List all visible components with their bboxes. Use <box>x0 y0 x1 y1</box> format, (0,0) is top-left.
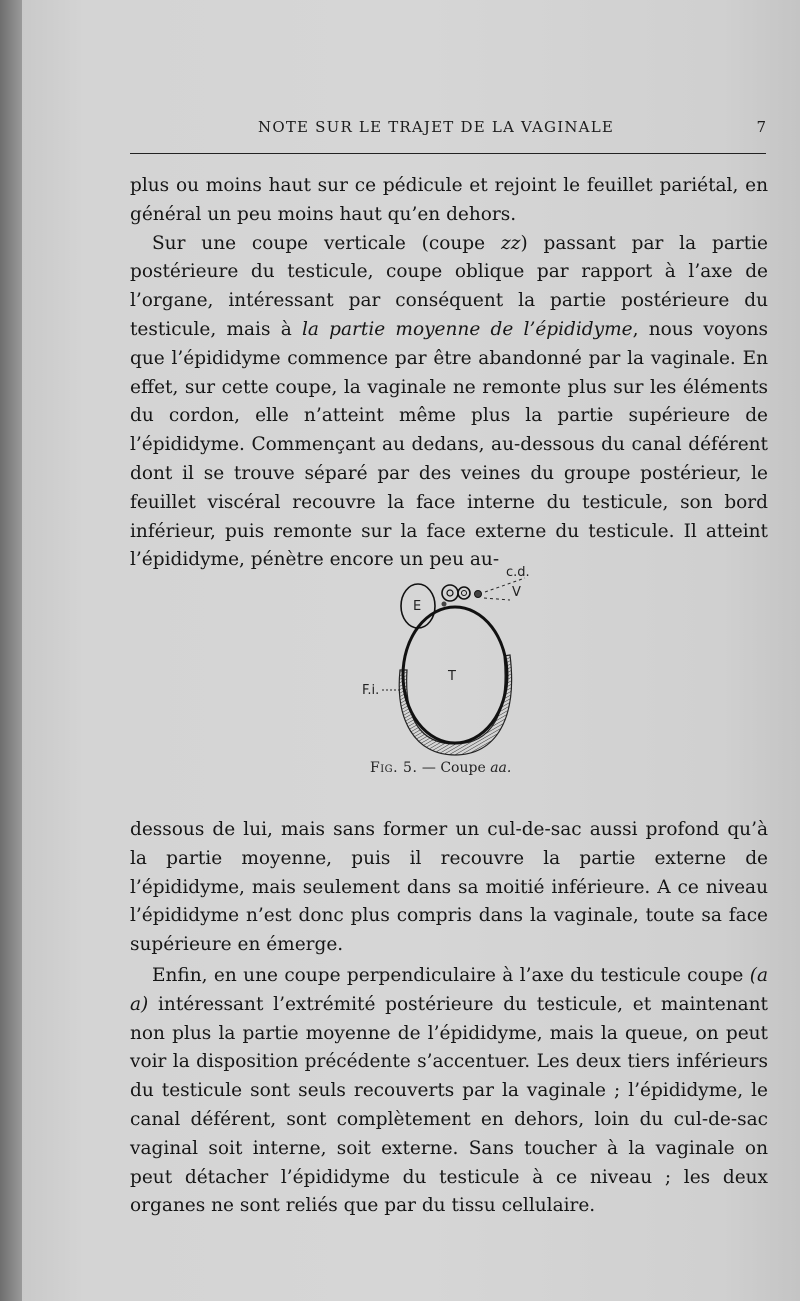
paragraph-text: Enfin, en une coupe perpendiculaire à l’axe du testicule coupe <box>152 964 750 986</box>
paragraph-continuation-2 <box>130 816 768 960</box>
italic-term: la partie moyenne de l’épididyme <box>301 318 633 340</box>
figure-caption <box>370 760 511 776</box>
vein-circle <box>458 587 470 599</box>
anatomical-section-drawing <box>360 560 560 760</box>
italic-term: zz <box>500 232 521 254</box>
caption-italic: aa. <box>490 760 512 776</box>
page-number: 7 <box>756 118 766 136</box>
label-testicle: T <box>448 669 456 684</box>
paragraph-text: dessous de lui, mais sans former un cul-de-sac aussi profond qu’à la partie moyenne, puis il recouvre la partie externe de l’épididyme, mais seulement dans sa moitié inférieure. A ce niveau l’épididyme n’est donc plus compris dans la vaginale, toute sa face supérieure en émerge. <box>130 819 768 956</box>
caption-figure-number: Fig. 5. <box>370 760 418 776</box>
paragraph-text: intéressant l’extrémité postérieure du testicule, et maintenant non plus la partie moyenne de l’épididyme, mais la queue, on peut voir la disposition précédente s’accentuer. Les deux tiers inférieurs du testicule sont seuls recouverts par la vaginale ; l’épididyme, le canal déférent, sont complètement en dehors, loin du cul-de-sac vaginal soit interne, soit externe. Sans toucher à la vaginale on peut détacher l’épididyme du testicule à ce niveau ; les deux organes ne sont reliés que par du tissu cellulaire. <box>130 993 768 1217</box>
vas-deferens-circle <box>442 585 458 601</box>
running-title: NOTE SUR LE TRAJET DE LA VAGINALE <box>258 118 614 136</box>
paragraph-text: , nous voyons que l’épididyme commence par être abandonné par la vaginale. En effet, sur cette coupe, la vaginale ne remonte plus sur les éléments du cordon, elle n’atteint même plus la partie supérieure de l’épididyme. Commençant au dedans, au-dessous du canal déférent dont il se trouve séparé par des veines du groupe postérieur, le feuillet viscéral recouvre la face interne du testicule, son bord inférieur, puis remonte sur la face externe du testicule. Il atteint l’épididyme, pénètre encore un peu au- <box>130 318 768 571</box>
page-header <box>130 118 770 142</box>
italic-term: (a a) <box>130 964 768 1015</box>
paragraph-coupe-zz <box>130 230 768 576</box>
page-gutter <box>0 0 22 1301</box>
paragraph-text: Sur une coupe verticale (coupe <box>152 232 501 254</box>
text-block-top <box>130 172 768 575</box>
figure-5-diagram <box>360 560 560 760</box>
header-rule <box>130 153 766 154</box>
paragraph-coupe-aa <box>130 962 768 1221</box>
label-epididymis: E <box>413 599 422 614</box>
caption-text: — Coupe <box>417 760 491 776</box>
paragraph-text: ) passant par la partie postérieure du testicule, coupe oblique par rapport à l’axe de l’organe, intéressant par conséquent la partie postérieure du testicule, mais à <box>130 232 768 340</box>
label-canal-deferent: c.d. <box>506 565 530 580</box>
label-feuillet-interne: F.i. <box>362 683 380 698</box>
label-vein: V <box>512 585 521 600</box>
paragraph-continuation <box>130 172 768 230</box>
paragraph-text: plus ou moins haut sur ce pédicule et rejoint le feuillet pariétal, en général un peu moins haut qu’en dehors. <box>130 175 768 225</box>
text-block-bottom <box>130 816 768 1221</box>
